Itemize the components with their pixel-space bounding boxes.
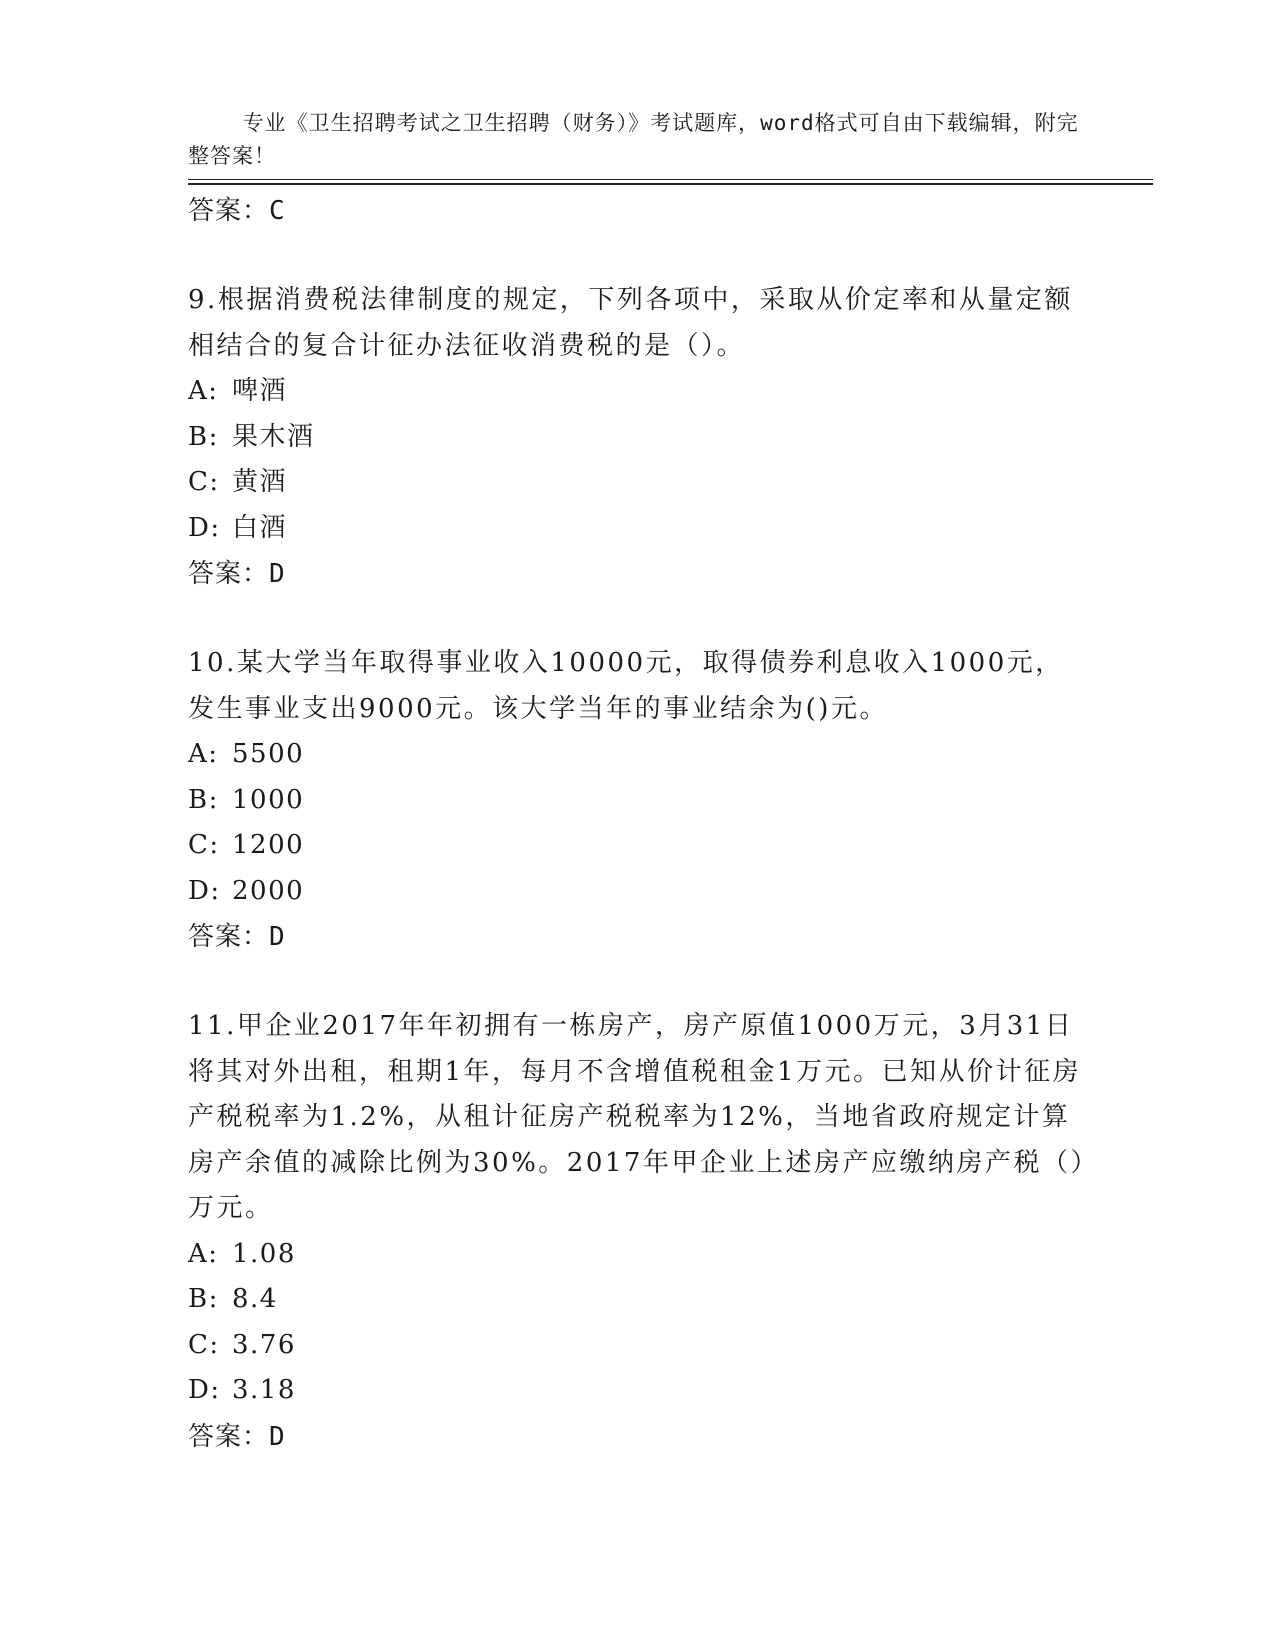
option-text: 1000 bbox=[232, 784, 305, 815]
option-letter: B: bbox=[188, 421, 219, 452]
option-d bbox=[188, 506, 1088, 552]
question-block bbox=[188, 1004, 1088, 1460]
question-list bbox=[188, 188, 1088, 1460]
question-text bbox=[188, 641, 1088, 732]
option-text: 8.4 bbox=[232, 1284, 278, 1314]
option-a bbox=[188, 369, 1088, 415]
option-text: 1.08 bbox=[232, 1238, 296, 1269]
option-text: 1200 bbox=[232, 830, 305, 860]
option-text: 黄酒 bbox=[232, 467, 288, 497]
option-letter: D: bbox=[188, 1375, 221, 1405]
option-letter: C: bbox=[188, 467, 220, 497]
option-letter: B: bbox=[188, 1284, 219, 1314]
option-letter: C: bbox=[188, 1329, 220, 1360]
option-d bbox=[188, 869, 1088, 915]
option-c bbox=[188, 460, 1088, 506]
option-letter: C: bbox=[188, 830, 220, 860]
answer-line bbox=[188, 551, 1088, 597]
answer-value: D bbox=[269, 922, 286, 952]
question-block bbox=[188, 278, 1088, 597]
option-letter: D: bbox=[188, 512, 221, 543]
answer-line bbox=[188, 914, 1088, 960]
header-divider-thin bbox=[188, 179, 1153, 180]
answer-label: 答案： bbox=[188, 1421, 270, 1452]
option-text: 果木酒 bbox=[232, 421, 315, 452]
answer-label: 答案： bbox=[188, 922, 270, 952]
answer-value: D bbox=[269, 1421, 286, 1452]
option-b bbox=[188, 415, 1088, 461]
header-text: 专业《卫生招聘考试之卫生招聘（财务）》考试题库，word格式可自由下载编辑，附完整答案！ bbox=[188, 111, 1079, 168]
question-stem: 某大学当年取得事业收入10000元，取得债券利息收入1000元，发生事业支出9000元。该大学当年的事业结余为()元。 bbox=[188, 648, 1064, 724]
option-letter: B: bbox=[188, 784, 219, 815]
option-b bbox=[188, 778, 1088, 824]
answer-label: 答案： bbox=[188, 196, 270, 226]
option-letter: D: bbox=[188, 875, 221, 906]
question-stem: 甲企业2017年年初拥有一栋房产，房产原值1000万元，3月31日将其对外出租，租期1年，每月不含增值税租金1万元。已知从价计征房产税税率为1.2%，从租计征房产税税率为12%，当地省政府规定计算房产余值的减除比例为30%。2017年甲企业上述房产应缴纳房产税（）万元。 bbox=[188, 1011, 1086, 1223]
option-b bbox=[188, 1277, 1088, 1323]
option-a bbox=[188, 1232, 1088, 1278]
option-c bbox=[188, 823, 1088, 869]
question-text bbox=[188, 278, 1088, 369]
option-text: 2000 bbox=[232, 875, 305, 906]
question-number: 10. bbox=[188, 648, 237, 678]
option-text: 3.76 bbox=[232, 1329, 296, 1360]
question-stem: 根据消费税法律制度的规定，下列各项中，采取从价定率和从量定额相结合的复合计征办法征收消费税的是（）。 bbox=[188, 285, 1073, 361]
answer-value: C bbox=[269, 196, 286, 226]
option-a bbox=[188, 732, 1088, 778]
answer-line bbox=[188, 188, 1088, 234]
question-block bbox=[188, 641, 1088, 960]
option-text: 啤酒 bbox=[232, 376, 288, 406]
option-text: 白酒 bbox=[232, 512, 288, 543]
option-text: 5500 bbox=[232, 739, 305, 769]
question-number: 9. bbox=[188, 285, 218, 315]
answer-line bbox=[188, 1414, 1088, 1460]
header-divider-thick bbox=[188, 183, 1153, 185]
option-letter: A: bbox=[188, 739, 219, 769]
document-header bbox=[188, 74, 1088, 206]
answer-label: 答案： bbox=[188, 559, 270, 589]
question-text bbox=[188, 1004, 1088, 1232]
option-letter: A: bbox=[188, 1238, 219, 1269]
question-number: 11. bbox=[188, 1011, 237, 1041]
option-text: 3.18 bbox=[232, 1375, 296, 1405]
option-d bbox=[188, 1368, 1088, 1414]
option-letter: A: bbox=[188, 376, 219, 406]
option-c bbox=[188, 1323, 1088, 1369]
answer-value: D bbox=[269, 559, 286, 589]
